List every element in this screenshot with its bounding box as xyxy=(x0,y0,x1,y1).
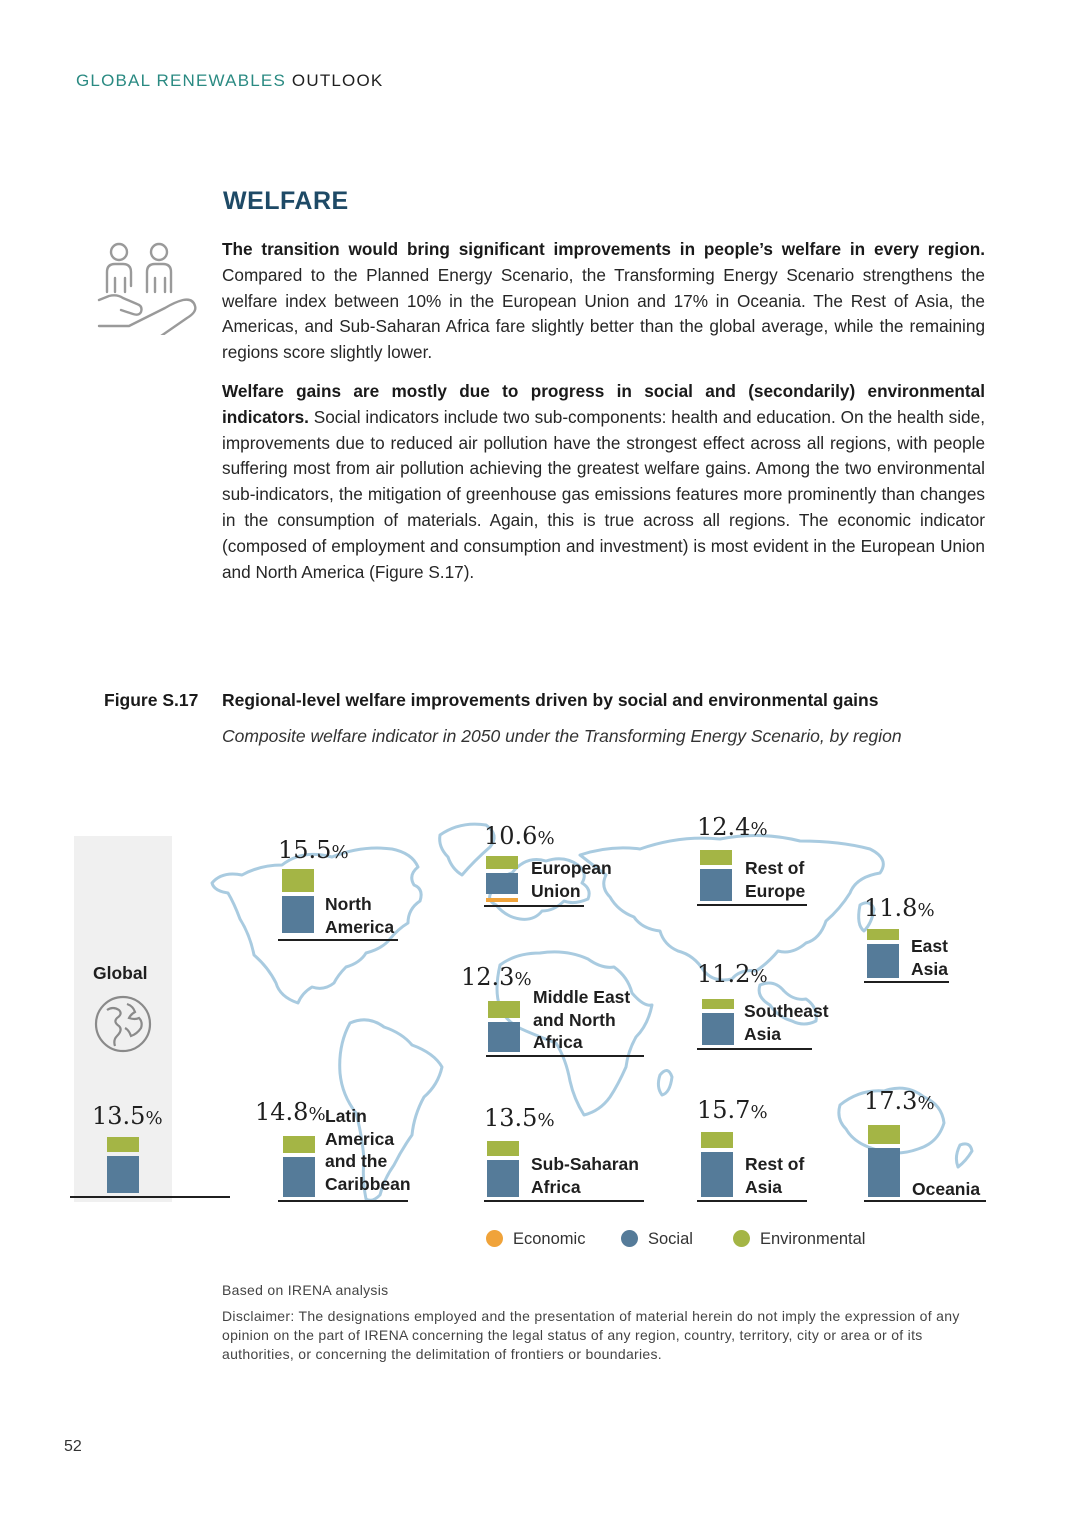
page-number: 52 xyxy=(64,1438,82,1455)
bar-north-america-social xyxy=(282,896,314,933)
bar-sub-saharan-africa-environmental xyxy=(487,1141,519,1156)
region-label-european-union: European Union xyxy=(531,858,612,901)
baseline-latin-america-and-the-caribbean xyxy=(278,1200,408,1202)
region-label-rest-of-europe: Rest of Europe xyxy=(745,858,806,901)
bar-rest-of-asia-environmental xyxy=(701,1132,733,1148)
globe-icon xyxy=(93,994,153,1054)
bar-latin-america-and-the-caribbean-environmental xyxy=(283,1136,315,1154)
bar-north-america-environmental xyxy=(282,869,314,892)
legend-dot-social xyxy=(621,1230,638,1247)
people-in-hand-icon xyxy=(95,240,200,335)
pct-value-latin-america-and-the-caribbean: 14.8 xyxy=(255,1098,309,1126)
bar-oceania-environmental xyxy=(868,1125,900,1143)
map-new-zealand xyxy=(956,1144,972,1167)
body-paragraph-2 xyxy=(222,379,985,585)
bar-middle-east-and-north-africa-environmental xyxy=(488,1001,520,1019)
baseline-middle-east-and-north-africa xyxy=(486,1055,644,1057)
legend-item-social xyxy=(621,1230,693,1249)
running-head xyxy=(76,71,383,91)
bar-latin-america-and-the-caribbean-social xyxy=(283,1157,315,1197)
region-label-east-asia: East Asia xyxy=(911,936,948,979)
region-label-north-america: North America xyxy=(325,894,395,937)
section-title: WELFARE xyxy=(223,187,349,215)
pct-value-rest-of-europe: 12.4 xyxy=(697,813,751,841)
bar-global-environmental xyxy=(107,1137,139,1152)
figure-title: Regional-level welfare improvements driven by social and environmental gains xyxy=(222,690,879,710)
bar-rest-of-europe-social xyxy=(700,869,732,901)
pct-label-european-union xyxy=(484,822,555,850)
bar-middle-east-and-north-africa-social xyxy=(488,1022,520,1052)
global-label: Global xyxy=(93,963,148,983)
figure-subtitle: Composite welfare indicator in 2050 under the Transforming Energy Scenario, by region xyxy=(222,726,902,746)
region-label-sub-saharan-africa: Sub-Saharan Africa xyxy=(531,1154,639,1197)
pct-unit-rest-of-asia: % xyxy=(750,1102,768,1123)
pct-unit-oceania: % xyxy=(917,1093,935,1114)
bar-rest-of-europe-environmental xyxy=(700,850,732,865)
running-head-series: GLOBAL RENEWABLES xyxy=(76,71,286,90)
body-paragraph-1-lead: The transition would bring significant improvements in people’s welfare in every region. xyxy=(222,239,985,259)
region-label-oceania: Oceania xyxy=(912,1179,981,1199)
running-head-title: OUTLOOK xyxy=(291,71,384,90)
baseline-north-america xyxy=(278,939,398,941)
body-paragraph-1 xyxy=(222,237,985,366)
bar-east-asia-social xyxy=(867,944,899,978)
figure-source: Based on IRENA analysis xyxy=(222,1282,389,1298)
bar-oceania-social xyxy=(868,1148,900,1197)
pct-unit-latin-america-and-the-caribbean: % xyxy=(308,1104,326,1125)
pct-label-sub-saharan-africa xyxy=(484,1104,555,1132)
pct-value-sub-saharan-africa: 13.5 xyxy=(484,1104,538,1132)
baseline-rest-of-europe xyxy=(697,904,807,906)
bar-southeast-asia-social xyxy=(702,1013,734,1045)
legend-label-social: Social xyxy=(648,1230,693,1248)
region-label-southeast-asia: Southeast Asia xyxy=(744,1001,829,1044)
pct-value-middle-east-and-north-africa: 12.3 xyxy=(461,963,515,991)
bar-rest-of-asia-social xyxy=(701,1152,733,1197)
bar-european-union-environmental xyxy=(486,856,518,869)
region-label-middle-east-and-north-africa: Middle East and North Africa xyxy=(533,987,631,1052)
bar-european-union-economic xyxy=(486,898,518,902)
bar-sub-saharan-africa-social xyxy=(487,1160,519,1197)
pct-label-north-america xyxy=(278,836,349,864)
body-paragraph-2-text: Social indicators include two sub-components: health and education. On the health side, improvements due to reduced air pollution have the strongest effect across all regions, with people suffering most from air pollution achieving the greatest welfare gains. Among the two environmental sub-indicators, the mitigation of greenhouse gas emissions features more prominently than changes in the consumption of materials. Again, this is true across all regions. The economic indicator (composed of employment and consumption and investment) is most evident in the European Union and North America (Figure S.17). xyxy=(222,406,985,582)
map-madagascar xyxy=(658,1070,672,1095)
baseline-european-union xyxy=(484,905,584,907)
pct-value-rest-of-asia: 15.7 xyxy=(697,1096,751,1124)
pct-unit-european-union: % xyxy=(537,828,555,849)
bar-east-asia-environmental xyxy=(867,929,899,940)
pct-unit-east-asia: % xyxy=(917,900,935,921)
legend-label-economic: Economic xyxy=(513,1230,586,1248)
baseline-sub-saharan-africa xyxy=(484,1200,644,1202)
pct-unit-rest-of-europe: % xyxy=(750,819,768,840)
bar-southeast-asia-environmental xyxy=(702,999,734,1010)
pct-label-rest-of-asia xyxy=(697,1096,768,1124)
legend-label-environmental: Environmental xyxy=(760,1230,866,1248)
pct-value-southeast-asia: 11.2 xyxy=(697,960,751,988)
baseline-rest-of-asia xyxy=(697,1200,807,1202)
pct-unit-southeast-asia: % xyxy=(750,966,768,987)
figure-label: Figure S.17 xyxy=(104,690,199,710)
pct-label-global xyxy=(92,1102,163,1130)
pct-label-oceania xyxy=(864,1087,935,1115)
pct-value-oceania: 17.3 xyxy=(864,1087,918,1115)
legend-dot-environmental xyxy=(733,1230,750,1247)
pct-label-southeast-asia xyxy=(697,960,768,988)
pct-unit-sub-saharan-africa: % xyxy=(537,1110,555,1131)
legend-item-economic xyxy=(486,1230,585,1249)
pct-label-east-asia xyxy=(864,894,935,922)
pct-value-east-asia: 11.8 xyxy=(864,894,918,922)
body-paragraph-2-lead: Welfare gains are mostly due to progress in social and (secondarily) environmental indicators. xyxy=(222,381,985,427)
baseline-east-asia xyxy=(864,981,949,983)
pct-unit-north-america: % xyxy=(331,842,349,863)
pct-label-rest-of-europe xyxy=(697,813,768,841)
pct-label-latin-america-and-the-caribbean xyxy=(255,1098,326,1126)
pct-value-north-america: 15.5 xyxy=(278,836,332,864)
body-paragraph-1-text: Compared to the Planned Energy Scenario, the Transforming Energy Scenario strengthens the welfare index between 10% in the European Union and 17% in Oceania. The Rest of Asia, the Americas, and Sub-Saharan Africa fare slightly better than the global average, while the remaining regions score slightly lower. xyxy=(222,264,985,363)
region-label-rest-of-asia: Rest of Asia xyxy=(745,1154,805,1197)
region-label-latin-america-and-the-caribbean: Latin America and the Caribbean xyxy=(325,1106,411,1194)
baseline-global xyxy=(70,1196,230,1198)
pct-unit-middle-east-and-north-africa: % xyxy=(514,969,532,990)
bar-global-social xyxy=(107,1156,139,1193)
legend-item-environmental xyxy=(733,1230,865,1249)
figure-disclaimer: Disclaimer: The designations employed and the presentation of material herein do not imply the expression of any opinion on the part of IRENA concerning the legal status of any region, country, territory, city or area or of its authorities, or concerning the delimitation of frontiers or boundaries. xyxy=(222,1308,960,1362)
baseline-oceania xyxy=(864,1200,986,1202)
baseline-southeast-asia xyxy=(697,1048,812,1050)
pct-unit-global: % xyxy=(145,1108,163,1129)
legend-dot-economic xyxy=(486,1230,503,1247)
pct-label-middle-east-and-north-africa xyxy=(461,963,532,991)
pct-value-global: 13.5 xyxy=(92,1102,146,1130)
pct-value-european-union: 10.6 xyxy=(484,822,538,850)
bar-european-union-social xyxy=(486,873,518,894)
